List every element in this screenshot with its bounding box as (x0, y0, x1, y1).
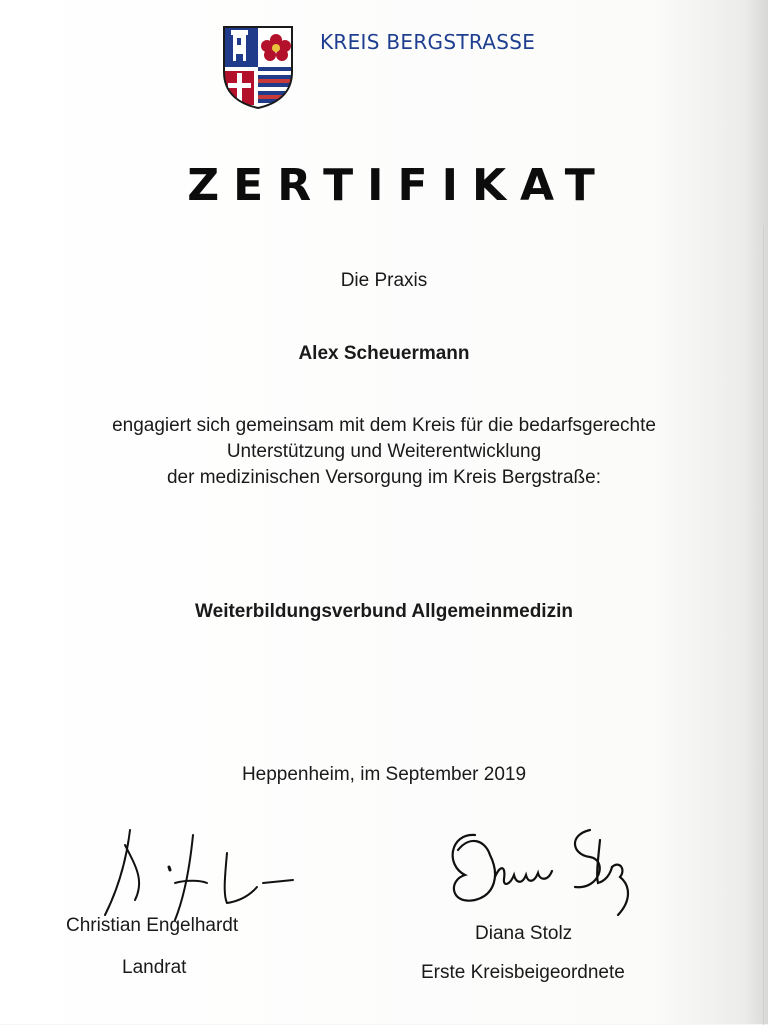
body-line: Unterstützung und Weiterentwicklung (226, 441, 542, 462)
body-line: engagiert sich gemeinsam mit dem Kreis für die bedarfsgerechte (112, 415, 656, 436)
signatory-role-left: Landrat (122, 957, 187, 978)
signatory-name-right: Diana Stolz (475, 923, 573, 944)
place-and-date: Heppenheim, im September 2019 (241, 764, 527, 785)
certificate-title: ZERTIFIKAT (187, 160, 609, 211)
program-name: Weiterbildungsverbund Allgemeinmedizin (195, 601, 573, 622)
signatory-name-left: Christian Engelhardt (66, 915, 239, 936)
signatory-role-right: Erste Kreisbeigeordnete (421, 962, 625, 983)
body-line: der medizinischen Versorgung im Kreis Bergstraße: (166, 467, 602, 488)
coat-of-arms-logo (221, 24, 295, 110)
intro-text: Die Praxis (340, 270, 428, 291)
certificate-body (0, 413, 768, 491)
recipient-name: Alex Scheuermann (298, 343, 470, 364)
signature-engelhardt (75, 825, 305, 925)
signature-stolz (440, 815, 640, 925)
organization-name: KREIS BERGSTRASSE (320, 30, 536, 54)
